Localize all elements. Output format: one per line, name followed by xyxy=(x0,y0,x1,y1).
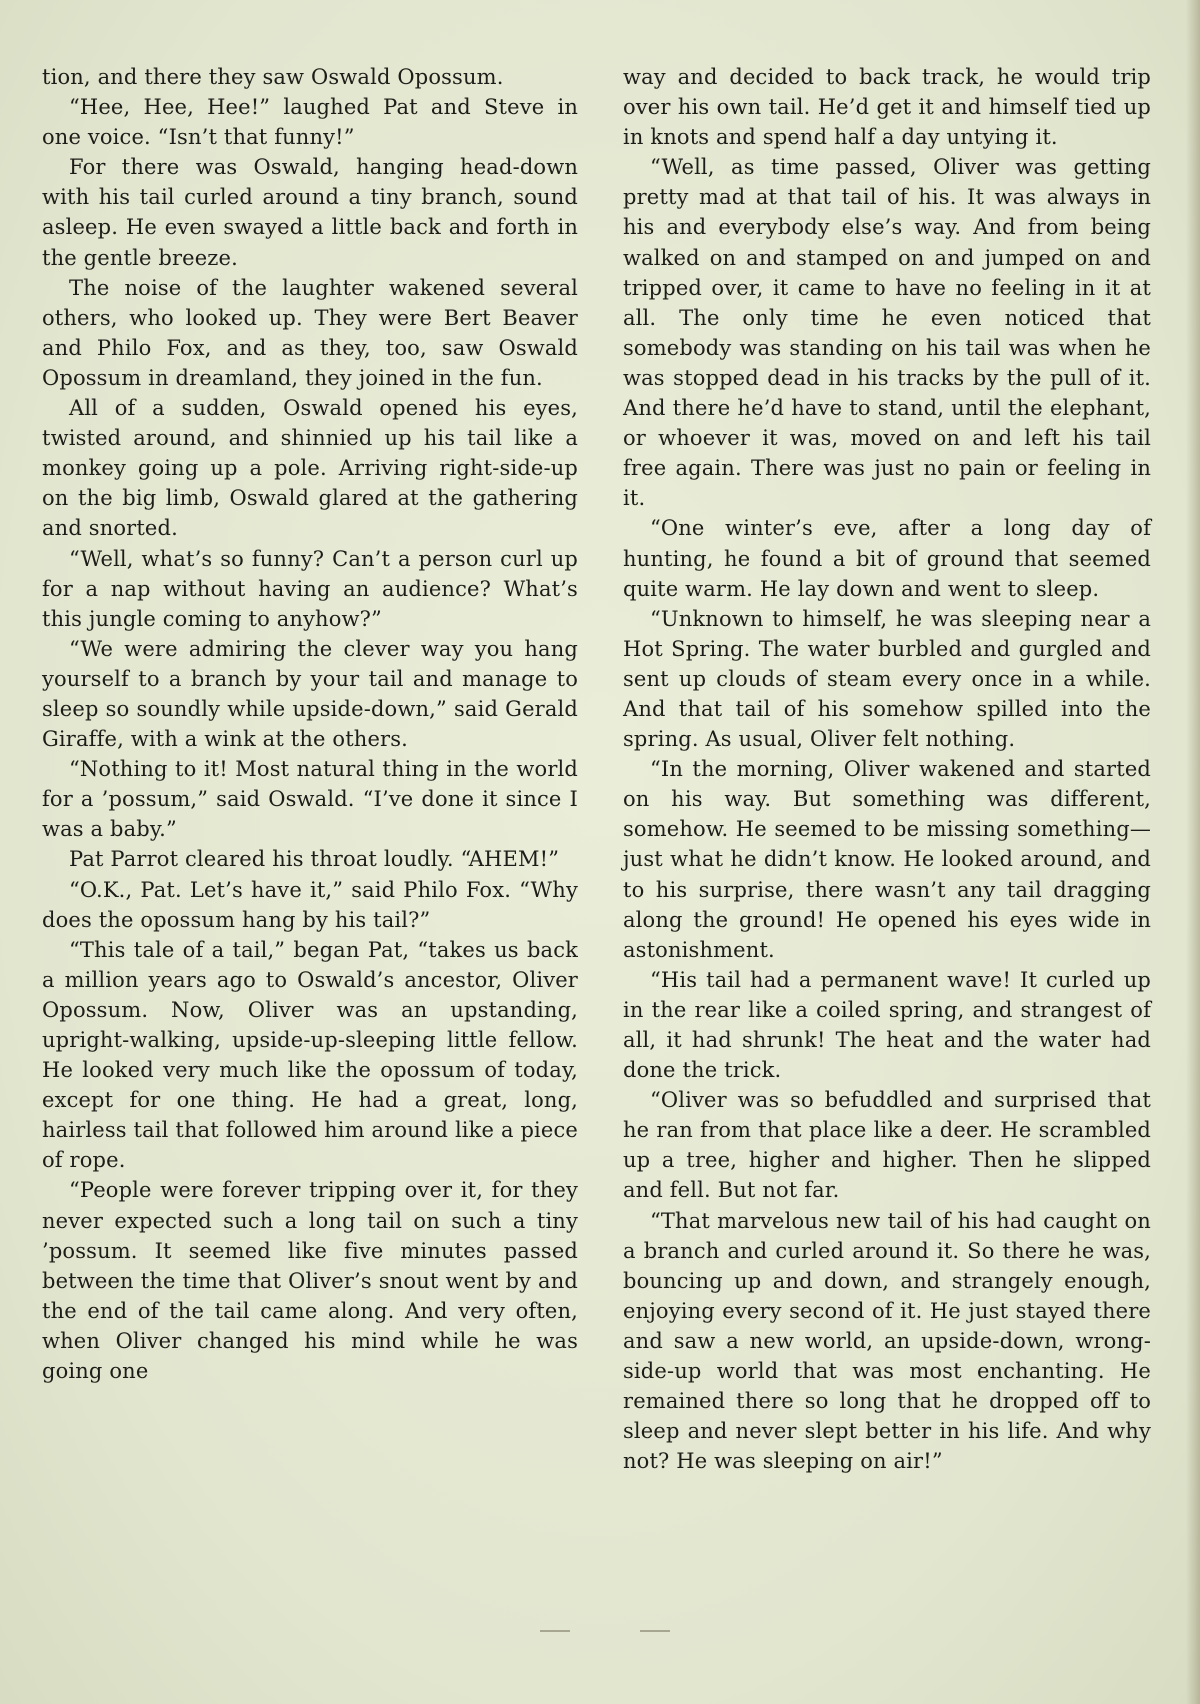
paragraph: “O.K., Pat. Let’s have it,” said Philo Fox. “Why does the opossum hang by his tail?” xyxy=(42,877,578,932)
paragraph: “Well, what’s so funny? Can’t a person curl up for a nap without having an audience? What’s this jungle coming to anyhow?” xyxy=(42,546,578,631)
paragraph: “His tail had a permanent wave! It curled up in the rear like a coiled spring, and strangest of all, it had shrunk! The heat and the water had done the trick. xyxy=(623,967,1151,1083)
paragraph: “This tale of a tail,” began Pat, “takes us back a million years ago to Oswald’s ancestor, Oliver Opossum. Now, Oliver was an upstanding, upright-walking, upside-up-sleeping little fellow. He looked very much like the opossum of today, except for one thing. He had a great, long, hairless tail that followed him around like a piece of rope. xyxy=(42,937,578,1173)
paragraph: “Unknown to himself, he was sleeping near a Hot Spring. The water burbled and gurgled and sent up clouds of steam every once in a while. And that tail of his somehow spilled into the spring. As usual, Oliver felt nothing. xyxy=(623,606,1151,752)
paragraph: “Oliver was so befuddled and surprised that he ran from that place like a deer. He scrambled up a tree, higher and higher. Then he slipped and fell. But not far. xyxy=(623,1088,1151,1203)
bottom-rule-divider xyxy=(640,1630,670,1632)
paragraph: “One winter’s eve, after a long day of hunting, he found a bit of ground that seemed quite warm. He lay down and went to sleep. xyxy=(623,516,1151,601)
paragraph: All of a sudden, Oswald opened his eyes, twisted around, and shinnied up his tail like a monkey going up a pole. Arriving right-side-up on the big limb, Oswald glared at the gathering and snorted. xyxy=(42,396,578,541)
paragraph: The noise of the laughter wakened several others, who looked up. They were Bert Beaver and Philo Fox, and as they, too, saw Oswald Opossum in dreamland, they joined in the fun. xyxy=(42,275,578,390)
right-text-column xyxy=(623,62,1151,1476)
paragraph: “We were admiring the clever way you hang yourself to a branch by your tail and manage to sleep so soundly while upside-down,” said Gerald Giraffe, with a wink at the others. xyxy=(42,636,578,752)
paragraph: “Hee, Hee, Hee!” laughed Pat and Steve in one voice. “Isn’t that funny!” xyxy=(42,95,578,150)
paragraph: Pat Parrot cleared his throat loudly. “AHEM!” xyxy=(69,847,560,872)
paragraph: “Nothing to it! Most natural thing in the world for a ’possum,” said Oswald. “I’ve done it since I was a baby.” xyxy=(42,757,578,842)
bottom-rule-divider xyxy=(540,1630,570,1632)
paragraph: way and decided to back track, he would trip over his own tail. He’d get it and himself tied up in knots and spend half a day untying it. xyxy=(623,65,1151,150)
left-text-column xyxy=(42,62,578,1386)
paragraph: “In the morning, Oliver wakened and started on his way. But something was different, somehow. He seemed to be missing something—just what he didn’t know. He looked around, and to his surprise, there wasn’t any tail dragging along the ground! He opened his eyes wide in astonishment. xyxy=(623,757,1151,962)
paragraph: “That marvelous new tail of his had caught on a branch and curled around it. So there he was, bouncing up and down, and strangely enough, enjoying every second of it. He just stayed there and saw a new world, an upside-down, wrong-side-up world that was most enchanting. He remained there so long that he dropped off to sleep and never slept better in his life. And why not? He was sleeping on air!” xyxy=(623,1208,1151,1474)
paragraph: For there was Oswald, hanging head-down with his tail curled around a tiny branch, sound asleep. He even swayed a little back and forth in the gentle breeze. xyxy=(42,155,578,270)
paragraph: “People were forever tripping over it, for they never expected such a long tail on such a tiny ’possum. It seemed like five minutes passed between the time that Oliver’s snout went by and the end of the tail came along. And very often, when Oliver changed his mind while he was going one xyxy=(42,1178,578,1384)
paragraph: “Well, as time passed, Oliver was getting pretty mad at that tail of his. It was always in his and everybody else’s way. And from being walked on and stamped on and jumped on and tripped over, it came to have no feeling in it at all. The only time he even noticed that somebody was standing on his tail was when he was stopped dead in his tracks by the pull of it. And there he’d have to stand, until the elephant, or whoever it was, moved on and left his tail free again. There was just no pain or feeling in it. xyxy=(623,155,1151,511)
paragraph: tion, and there they saw Oswald Opossum. xyxy=(42,65,504,89)
